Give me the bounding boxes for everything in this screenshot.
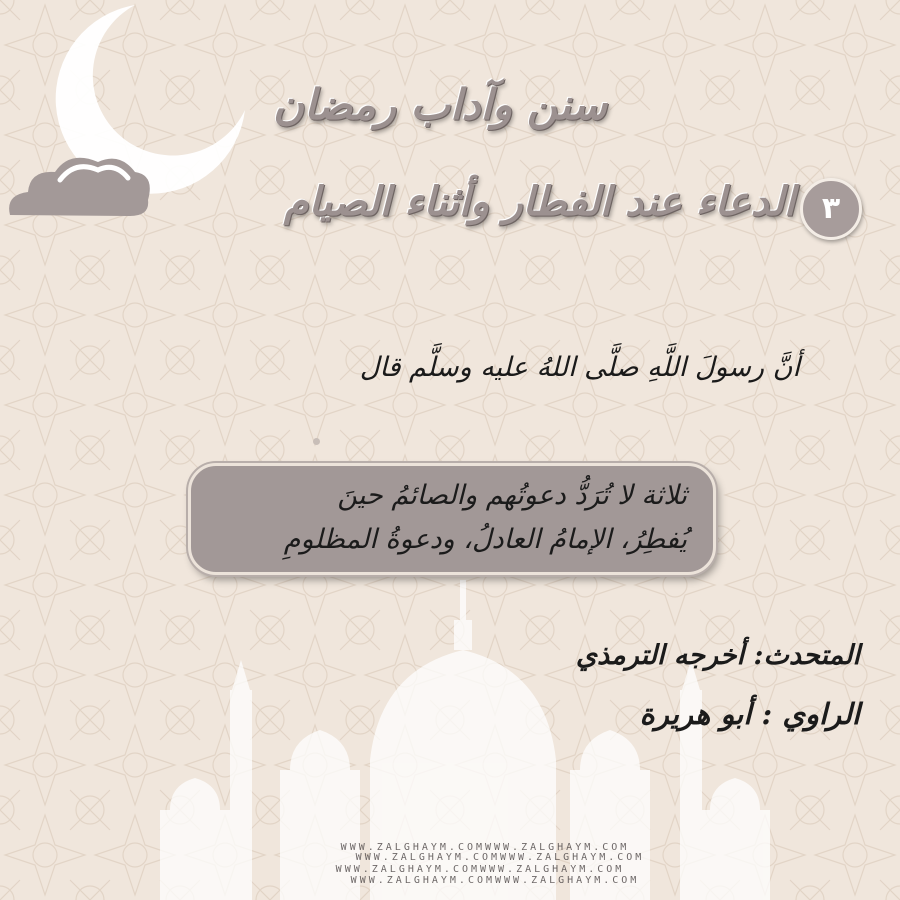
cloud-icon — [0, 140, 160, 230]
poster-title: سنن وآداب رمضان — [273, 80, 607, 129]
watermark-line: WWW.ZALGHAYM.COMWWW.ZALGHAYM.COM — [340, 842, 630, 853]
intro-text: أنَّ رسولَ اللَّهِ صلَّى اللهُ عليه وسلَّم قال — [359, 352, 800, 383]
hadith-line-1: ثلاثة لا تُرَدُّ دعوتُهم والصائمُ حينَ — [337, 480, 687, 511]
hadith-source: المتحدث: أخرجه الترمذي — [575, 640, 860, 671]
number-badge: ٣ — [800, 178, 862, 240]
watermark-line: WWW.ZALGHAYM.COMWWW.ZALGHAYM.COM — [350, 875, 640, 886]
poster-subtitle: الدعاء عند الفطار وأثناء الصيام — [283, 178, 795, 225]
watermark-line: WWW.ZALGHAYM.COMWWW.ZALGHAYM.COM — [355, 852, 645, 863]
decorative-dot — [313, 438, 320, 445]
watermark-line: WWW.ZALGHAYM.COMWWW.ZALGHAYM.COM — [335, 864, 625, 875]
hadith-box — [188, 463, 716, 575]
hadith-narrator: الراوي : أبو هريرة — [639, 697, 860, 731]
hadith-line-2: يُفطِرُ، الإمامُ العادلُ، ودعوةُ المظلومِ — [283, 524, 687, 555]
